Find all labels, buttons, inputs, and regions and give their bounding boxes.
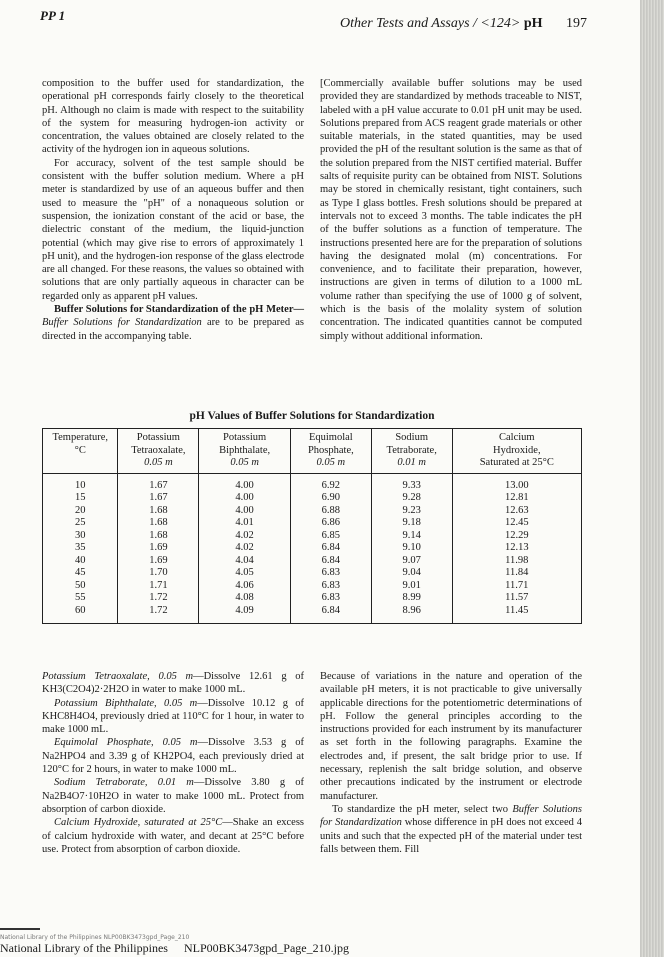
section-text: are to be prepared as directed in the accompanying table. <box>42 317 304 342</box>
cell-temperature: 30 <box>43 530 118 543</box>
cell-phosphate: 6.88 <box>290 505 371 518</box>
prep-phosphate: Equimolal Phosphate, 0.05 m—Dissolve 3.53 g of Na2HPO4 and 3.39 g of KH2PO4, each previously dried at 120°C for 2 hours, in water to make 1000 mL. <box>42 737 304 776</box>
prep-tetraborate: Sodium Tetraborate, 0.01 m—Dissolve 3.80 g of Na2B4O7·10H2O in water to make 1000 mL. Protect from absorption of carbon dioxide. <box>42 777 304 815</box>
footer-library: National Library of the Philippines <box>0 941 168 955</box>
cell-tetraoxalate: 1.72 <box>118 605 199 624</box>
cell-temperature: 35 <box>43 542 118 555</box>
table-row <box>43 492 582 505</box>
cell-tetraborate: 9.18 <box>371 517 452 530</box>
footer-small-text: National Library of the Philippines NLP00BK3473gpd_Page_210 <box>0 934 190 941</box>
cell-tetraborate: 8.96 <box>371 605 452 624</box>
footer-file: NLP00BK3473gpd_Page_210.jpg <box>183 941 349 955</box>
header-phosphate: Equimolal Phosphate, 0.05 m <box>290 429 371 474</box>
cell-tetraborate: 8.99 <box>371 592 452 605</box>
right-column-bottom <box>320 670 582 856</box>
cell-biphthalate: 4.00 <box>199 505 291 518</box>
table-row <box>43 517 582 530</box>
cell-tetraoxalate: 1.70 <box>118 567 199 580</box>
cell-tetraoxalate: 1.69 <box>118 542 199 555</box>
cell-biphthalate: 4.08 <box>199 592 291 605</box>
cell-tetraborate: 9.33 <box>371 473 452 492</box>
cell-tetraoxalate: 1.69 <box>118 555 199 568</box>
cell-tetraborate: 9.07 <box>371 555 452 568</box>
paragraph-commercial-buffers: [Commercially available buffer solutions may be used provided they are standardized by methods traceable to NIST, labeled with a pH value accurate to 0.01 pH unit may be used. Solutions prepared from ACS reagent grade materials or other suitable materials, in the stated quantities, may be used provided the pH of the resultant solution is the same as that of the solution prepared from the NIST certified material. Buffer salts of requisite purity can be obtained from NIST. Solutions may be stored in chemically resistant, tight containers, such as Type I glass bottles. Fresh solutions should be prepared at intervals not to exceed 3 months. The table indicates the pH of the buffer solutions as a function of temperature. The instructions presented here are for the preparation of solutions having the designated molal (m) concentrations. For convenience, and to facilitate their preparation, however, instructions are given in terms of dilution to a 1000 mL volume rather than specifying the use of 1000 g of solvent, which is the basis of the molality system of solution concentration. The indicated quantities cannot be computed simply without additional information. <box>320 78 582 342</box>
cell-temperature: 10 <box>43 473 118 492</box>
cell-temperature: 40 <box>43 555 118 568</box>
section-heading-italic: Buffer Solutions for Standardization <box>42 317 202 329</box>
footer-rule <box>0 928 40 930</box>
cell-phosphate: 6.84 <box>290 605 371 624</box>
paragraph-accuracy: For accuracy, solvent of the test sample should be consistent with the buffer solution medium. Where a pH meter is standardized by use of an aqueous buffer and then used to measure the "pH" of a nonaqueous solution or suspension, the ionization constant of the acid or base, the dielectric constant of the medium, the liquid-junction potential (which may give rise to errors of approximately 1 pH unit), and the hydrogen-ion response of the glass electrode are all changed. For these reasons, the values so obtained with solutions that are only partially aqueous in character can be regarded only as apparent pH values. <box>42 157 304 302</box>
cell-temperature: 50 <box>43 580 118 593</box>
cell-phosphate: 6.92 <box>290 473 371 492</box>
cell-tetraborate: 9.04 <box>371 567 452 580</box>
header-left: PP 1 <box>40 8 66 23</box>
table-row <box>43 473 582 492</box>
cell-phosphate: 6.83 <box>290 580 371 593</box>
cell-biphthalate: 4.02 <box>199 542 291 555</box>
table-row <box>43 592 582 605</box>
cell-tetraoxalate: 1.68 <box>118 517 199 530</box>
table-row <box>43 505 582 518</box>
cell-hydroxide: 12.63 <box>452 505 581 518</box>
cell-temperature: 55 <box>43 592 118 605</box>
cell-biphthalate: 4.00 <box>199 473 291 492</box>
cell-hydroxide: 11.57 <box>452 592 581 605</box>
page-number: 197 <box>566 16 587 31</box>
running-header-text: Other Tests and Assays / <124> <box>340 16 521 31</box>
cell-temperature: 15 <box>43 492 118 505</box>
section-heading: Buffer Solutions for Standardization of the pH Meter— <box>54 304 304 316</box>
footer-caption <box>0 941 349 956</box>
running-header <box>340 16 587 32</box>
ph-buffer-table <box>42 428 582 624</box>
header-tetraborate: Sodium Tetraborate, 0.01 m <box>371 429 452 474</box>
cell-temperature: 45 <box>43 567 118 580</box>
table-row <box>43 567 582 580</box>
cell-hydroxide: 11.71 <box>452 580 581 593</box>
header-temperature: Temperature, °C <box>43 429 118 474</box>
cell-hydroxide: 13.00 <box>452 473 581 492</box>
running-header-bold: pH <box>523 16 543 31</box>
table-row <box>43 555 582 568</box>
cell-biphthalate: 4.02 <box>199 530 291 543</box>
cell-hydroxide: 12.29 <box>452 530 581 543</box>
cell-temperature: 25 <box>43 517 118 530</box>
cell-tetraborate: 9.01 <box>371 580 452 593</box>
cell-biphthalate: 4.09 <box>199 605 291 624</box>
paragraph-variations: Because of variations in the nature and operation of the available pH meters, it is not practicable to give universally applicable directions for the potentiometric determinations of pH. Follow the general principles according to the instructions provided for each instrument by its manufacturer as set forth in the following paragraphs. Examine the electrodes and, if present, the salt bridge prior to use. If necessary, replenish the salt bridge solution, and observe other precautions indicated by the instrument or electrode manufacturer. <box>320 671 582 802</box>
cell-temperature: 20 <box>43 505 118 518</box>
cell-tetraborate: 9.14 <box>371 530 452 543</box>
paragraph-buffer-solutions <box>42 303 304 343</box>
cell-hydroxide: 11.84 <box>452 567 581 580</box>
cell-phosphate: 6.84 <box>290 542 371 555</box>
cell-tetraborate: 9.28 <box>371 492 452 505</box>
cell-biphthalate: 4.04 <box>199 555 291 568</box>
table-row <box>43 530 582 543</box>
left-column-top <box>42 77 304 343</box>
table-header-row <box>43 429 582 474</box>
table-title: pH Values of Buffer Solutions for Standardization <box>189 410 435 422</box>
cell-hydroxide: 12.13 <box>452 542 581 555</box>
cell-biphthalate: 4.05 <box>199 567 291 580</box>
cell-phosphate: 6.83 <box>290 567 371 580</box>
prep-hydroxide: Calcium Hydroxide, saturated at 25°C—Shake an excess of calcium hydroxide with water, and decant at 25°C before use. Protect from absorption of carbon dioxide. <box>42 817 304 855</box>
table-row <box>43 542 582 555</box>
cell-tetraoxalate: 1.67 <box>118 473 199 492</box>
header-tetraoxalate: Potassium Tetraoxalate, 0.05 m <box>118 429 199 474</box>
right-column-top <box>320 77 582 343</box>
cell-tetraoxalate: 1.68 <box>118 530 199 543</box>
table-row <box>43 580 582 593</box>
page-binding-edge <box>640 0 664 957</box>
cell-phosphate: 6.86 <box>290 517 371 530</box>
cell-hydroxide: 12.45 <box>452 517 581 530</box>
cell-hydroxide: 12.81 <box>452 492 581 505</box>
header-hydroxide: Calcium Hydroxide, Saturated at 25°C <box>452 429 581 474</box>
cell-tetraoxalate: 1.71 <box>118 580 199 593</box>
cell-tetraborate: 9.10 <box>371 542 452 555</box>
cell-tetraoxalate: 1.67 <box>118 492 199 505</box>
cell-phosphate: 6.83 <box>290 592 371 605</box>
cell-biphthalate: 4.01 <box>199 517 291 530</box>
cell-phosphate: 6.84 <box>290 555 371 568</box>
header-biphthalate: Potassium Biphthalate, 0.05 m <box>199 429 291 474</box>
cell-temperature: 60 <box>43 605 118 624</box>
table-row <box>43 605 582 624</box>
cell-tetraoxalate: 1.68 <box>118 505 199 518</box>
table-body <box>43 473 582 624</box>
cell-phosphate: 6.85 <box>290 530 371 543</box>
cell-biphthalate: 4.06 <box>199 580 291 593</box>
paragraph-standardize: To standardize the pH meter, select two Buffer Solutions for Standardization whose difference in pH does not exceed 4 units and such that the expected pH of the material under test falls between them. Fill <box>320 803 582 855</box>
left-column-bottom <box>42 670 304 856</box>
cell-tetraoxalate: 1.72 <box>118 592 199 605</box>
cell-hydroxide: 11.45 <box>452 605 581 624</box>
prep-tetraoxalate: Potassium Tetraoxalate, 0.05 m—Dissolve 12.61 g of KH3(C2O4)2·2H2O in water to make 1000 mL. <box>42 671 304 696</box>
prep-biphthalate: Potassium Biphthalate, 0.05 m—Dissolve 10.12 g of KHC8H4O4, previously dried at 110°C for 1 hour, in water to make 1000 mL. <box>42 697 304 736</box>
paragraph-continuation: composition to the buffer used for standardization, the operational pH corresponds fairly closely to the theoretical pH. Although no claim is made with respect to the suitability of the system for measuring hydrogen-ion activity or concentration, the values obtained are closely related to the activity of the hydrogen ion in aqueous solutions. <box>42 78 304 156</box>
cell-hydroxide: 11.98 <box>452 555 581 568</box>
cell-biphthalate: 4.00 <box>199 492 291 505</box>
cell-tetraborate: 9.23 <box>371 505 452 518</box>
cell-phosphate: 6.90 <box>290 492 371 505</box>
